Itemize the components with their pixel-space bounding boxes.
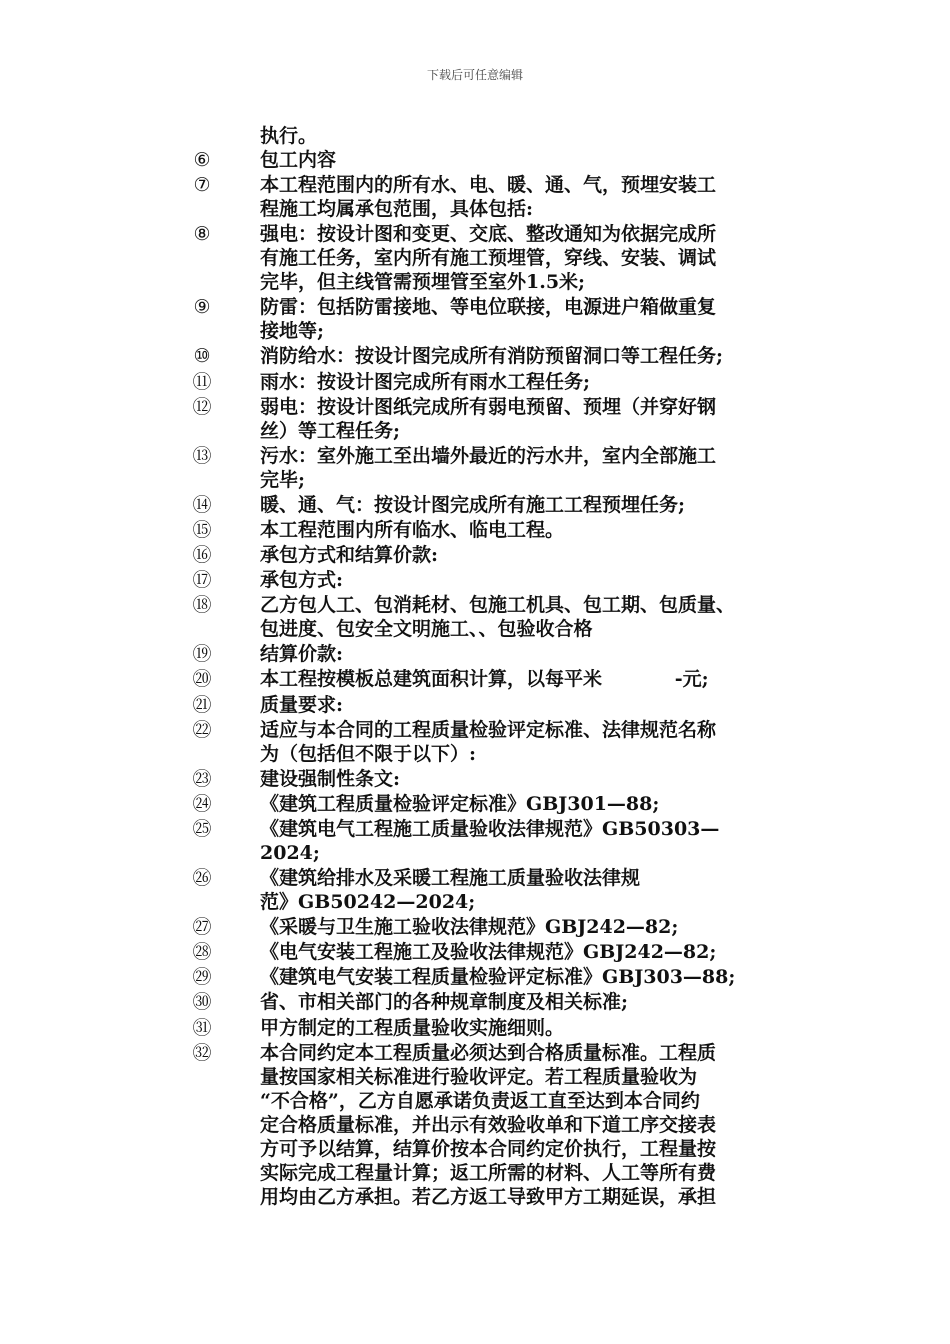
item-number: ⑱ xyxy=(192,594,212,617)
item-number: ⑩ xyxy=(193,345,211,368)
item-number: ⑪ xyxy=(192,370,212,393)
item-number: ⑦ xyxy=(193,174,211,197)
item-number: ⑳ xyxy=(192,668,212,691)
item-text-line: 本合同约定本工程质量必须达到合格质量标准。工程质 xyxy=(260,1041,717,1064)
item-text xyxy=(260,990,820,1014)
item-text-line: 结算价款: xyxy=(260,643,344,666)
lead-line: 执行。 xyxy=(260,125,318,147)
item-text xyxy=(260,767,820,791)
item-text-line: 完毕，但主线管需预埋管至室外1.5米; xyxy=(260,271,586,294)
item-text xyxy=(260,593,820,641)
item-number: ㉔ xyxy=(192,792,212,815)
item-text-line: 本工程按模板总建筑面积计算，以每平米 -元; xyxy=(260,668,709,691)
item-text-line: 《建筑给排水及采暖工程施工质量验收法律规 xyxy=(260,867,641,889)
item-text xyxy=(260,817,820,865)
item-text xyxy=(260,222,820,294)
item-text xyxy=(260,1041,820,1209)
item-text-line: 承包方式和结算价款: xyxy=(260,544,439,566)
item-text-line: 污水：室外施工至出墙外最近的污水井，室内全部施工 xyxy=(260,444,717,467)
item-text xyxy=(260,370,820,394)
item-text-line: 量按国家相关标准进行验收评定。若工程质量验收为 xyxy=(260,1065,698,1088)
item-text-line: 甲方制定的工程质量验收实施细则。 xyxy=(260,1016,565,1039)
item-text-line: 《建筑电气安装工程质量检验评定标准》GBJ303—88; xyxy=(260,966,736,989)
item-number: ⑬ xyxy=(192,444,212,467)
item-number: ⑮ xyxy=(192,518,212,541)
item-text-line: “不合格”，乙方自愿承诺负责返工直至达到本合同约 xyxy=(260,1089,700,1112)
item-text-line: 完毕; xyxy=(260,468,306,491)
item-text xyxy=(260,792,820,816)
item-text-line: 本工程范围内所有临水、临电工程。 xyxy=(260,518,565,541)
item-number: ⑫ xyxy=(192,395,212,418)
item-text-line: 包进度、包安全文明施工、、包验收合格 xyxy=(260,618,593,641)
item-text-line: 接地等; xyxy=(260,320,325,343)
item-text-line: 省、市相关部门的各种规章制度及相关标准; xyxy=(260,991,629,1014)
item-text xyxy=(260,866,820,914)
item-number: ㉒ xyxy=(192,718,212,741)
item-number: ⑲ xyxy=(192,643,212,666)
item-text-line: 本工程范围内的所有水、电、暖、通、气，预埋安装工 xyxy=(260,174,717,197)
item-text xyxy=(260,295,820,343)
item-number: ㉜ xyxy=(192,1041,212,1064)
item-text xyxy=(260,642,820,666)
item-text-line: 《电气安装工程施工及验收法律规范》GBJ242—82; xyxy=(260,941,717,964)
item-text-line: 消防给水：按设计图完成所有消防预留洞口等工程任务; xyxy=(260,345,724,368)
item-number: ㉕ xyxy=(192,817,212,840)
item-text-line: 方可予以结算，结算价按本合同约定价执行，工程量按 xyxy=(260,1137,717,1160)
item-text-line: 承包方式: xyxy=(260,569,344,592)
item-text xyxy=(260,344,820,368)
item-text xyxy=(260,718,820,766)
item-text xyxy=(260,395,820,443)
item-text xyxy=(260,543,820,567)
item-text-line: 弱电：按设计图纸完成所有弱电预留、预埋（并穿好钢 xyxy=(260,395,717,418)
item-text xyxy=(260,1016,820,1040)
item-text-line: 2024; xyxy=(260,841,320,864)
item-text xyxy=(260,915,820,939)
item-text-line: 定合格质量标准，并出示有效验收单和下道工序交接表 xyxy=(260,1113,717,1136)
item-number: ㉛ xyxy=(192,1016,212,1039)
item-number: ⑧ xyxy=(193,223,211,246)
item-text-line: 适应与本合同的工程质量检验评定标准、法律规范名称 xyxy=(260,718,717,741)
item-number: ㉙ xyxy=(192,966,212,989)
item-number: ⑥ xyxy=(193,149,211,171)
item-text-line: 防雷：包括防雷接地、等电位联接，电源进户箱做重复 xyxy=(260,296,717,319)
item-text-line: 包工内容 xyxy=(260,149,337,171)
item-number: ⑰ xyxy=(192,569,212,592)
item-text-line: 实际完成工程量计算；返工所需的材料、人工等所有费 xyxy=(260,1161,717,1184)
item-text-line: 《建筑工程质量检验评定标准》GBJ301—88; xyxy=(260,792,660,815)
item-text xyxy=(260,568,820,592)
item-text-line: 有施工任务，室内所有施工预埋管，穿线、安装、调试 xyxy=(260,247,717,270)
item-text xyxy=(260,693,820,717)
item-text xyxy=(260,667,820,691)
item-number: ㉓ xyxy=(192,767,212,790)
item-text-line: 用均由乙方承担。若乙方返工导致甲方工期延误，承担 xyxy=(260,1185,717,1208)
item-number: ⑯ xyxy=(192,544,212,566)
item-number: ㉑ xyxy=(192,693,212,716)
item-number: ㉗ xyxy=(192,916,212,939)
item-text xyxy=(260,493,820,517)
item-text xyxy=(260,173,820,221)
item-text-line: 丝）等工程任务; xyxy=(260,419,401,442)
item-text-line: 程施工均属承包范围，具体包括: xyxy=(260,198,534,221)
item-text xyxy=(260,148,820,172)
page-header: 下载后可任意编辑 xyxy=(426,68,523,82)
item-number: ㉖ xyxy=(192,867,212,889)
item-text xyxy=(260,518,820,542)
item-text-line: 质量要求: xyxy=(260,693,344,716)
item-text xyxy=(260,444,820,492)
item-text-line: 《建筑电气工程施工质量验收法律规范》GB50303— xyxy=(260,817,720,840)
item-text-line: 强电：按设计图和变更、交底、整改通知为依据完成所 xyxy=(260,223,717,246)
item-text-line: 为（包括但不限于以下）: xyxy=(260,742,477,765)
item-text-line: 建设强制性条文: xyxy=(260,767,401,790)
item-text xyxy=(260,965,820,989)
item-text xyxy=(260,940,820,964)
item-text-line: 《采暖与卫生施工验收法律规范》GBJ242—82; xyxy=(260,916,679,939)
item-text-line: 雨水：按设计图完成所有雨水工程任务; xyxy=(260,370,591,393)
item-number: ⑨ xyxy=(193,296,211,319)
item-text-line: 暖、通、气：按设计图完成所有施工工程预埋任务; xyxy=(260,493,686,516)
item-number: ㉚ xyxy=(192,991,212,1014)
item-number: ⑭ xyxy=(192,493,212,516)
item-number: ㉘ xyxy=(192,941,212,964)
item-text-line: 范》GB50242—2024; xyxy=(260,891,476,913)
item-text-line: 乙方包人工、包消耗材、包施工机具、包工期、包质量、 xyxy=(260,594,736,617)
